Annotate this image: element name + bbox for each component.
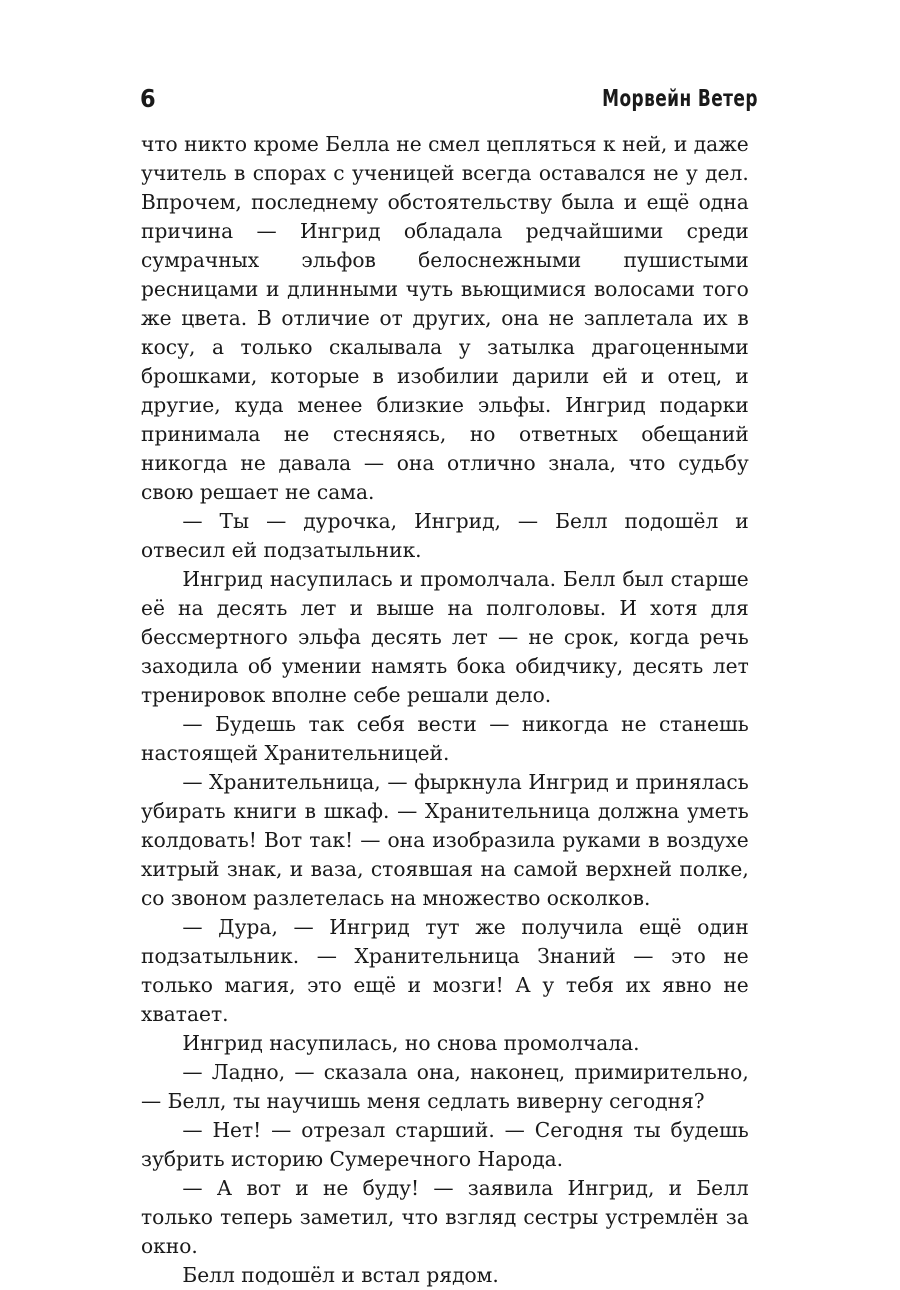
paragraph: — Будешь так себя вести — никогда не станешь настоящей Хранительницей. bbox=[141, 712, 749, 765]
paragraph: что никто кроме Белла не смел цепляться к ней, и даже учитель в спорах с ученицей всегда оставался не у дел. Впрочем, последнему обстоятельству была и ещё одна причина — Ингрид обладала редчайшими среди сумрачных эльфов белоснежными пушистыми ресницами и длинными чуть вьющимися волосами того же цвета. В отличие от других, она не заплетала их в косу, а только скалывала у затылка драгоценными брошками, которые в изобилии дарили ей и отец, и другие, куда менее близкие эльфы. Ингрид подарки принимала не стесняясь, но ответных обещаний никогда не давала — она отлично знала, что судьбу свою решает не сама. bbox=[141, 132, 749, 504]
paragraph: — А вот и не буду! — заявила Ингрид, и Белл только теперь заметил, что взгляд сестры устремлён за окно. bbox=[141, 1176, 749, 1258]
page-number: 6 bbox=[140, 84, 157, 113]
paragraph: Белл подошёл и встал рядом. bbox=[182, 1263, 499, 1287]
paragraph: — Хранительница, — фыркнула Ингрид и принялась убирать книги в шкаф. — Хранительница должна уметь колдовать! Вот так! — она изобразила руками в воздухе хитрый знак, и ваза, стоявшая на самой верхней полке, со звоном разлетелась на множество осколков. bbox=[141, 770, 749, 910]
paragraph: — Дура, — Ингрид тут же получила ещё один подзатыльник. — Хранительница Знаний — это не только магия, это ещё и мозги! А у тебя их явно не хватает. bbox=[141, 915, 749, 1026]
paragraph: — Ты — дурочка, Ингрид, — Белл подошёл и отвесил ей подзатыльник. bbox=[141, 509, 749, 562]
paragraph: — Нет! — отрезал старший. — Сегодня ты будешь зубрить историю Сумеречного Народа. bbox=[141, 1118, 749, 1171]
paragraph: Ингрид насупилась и промолчала. Белл был старше её на десять лет и выше на полголовы. И хотя для бессмертного эльфа десять лет — не срок, когда речь заходила об умении намять бока обидчику, десять лет тренировок вполне себе решали дело. bbox=[141, 567, 749, 707]
paragraph: — Ладно, — сказала она, наконец, примирительно, — Белл, ты научишь меня седлать виверну сегодня? bbox=[141, 1060, 749, 1113]
paragraph: Ингрид насупилась, но снова промолчала. bbox=[182, 1031, 640, 1055]
running-head-author: Морвейн Ветер bbox=[602, 86, 758, 112]
body-text bbox=[141, 130, 749, 1290]
